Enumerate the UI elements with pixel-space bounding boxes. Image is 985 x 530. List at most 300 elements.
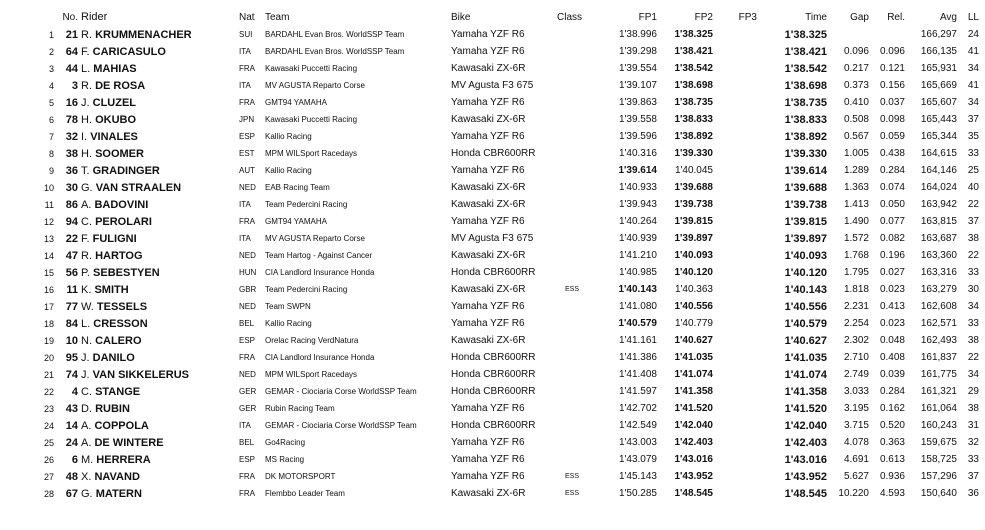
fp3-time bbox=[713, 162, 757, 179]
rider-name bbox=[78, 145, 239, 162]
table-row bbox=[28, 468, 985, 485]
table-row bbox=[28, 128, 985, 145]
rider-surname: DANILO bbox=[92, 351, 135, 364]
average-speed: 163,687 bbox=[920, 233, 957, 244]
bike-model: Yamaha YZF R6 bbox=[451, 131, 525, 142]
nationality: NED bbox=[239, 370, 256, 379]
table-row bbox=[28, 77, 985, 94]
rider-number: 94 bbox=[65, 215, 78, 228]
row-position: 5 bbox=[48, 97, 54, 108]
gap-to-leader: 1.795 bbox=[843, 267, 869, 278]
row-position: 6 bbox=[48, 114, 54, 125]
best-time: 1'43.016 bbox=[784, 453, 827, 466]
nationality: NED bbox=[239, 183, 256, 192]
class-label bbox=[557, 213, 601, 230]
average-speed: 162,571 bbox=[920, 318, 957, 329]
best-time: 1'40.120 bbox=[784, 266, 827, 279]
team-name: MV AGUSTA Reparto Corse bbox=[265, 234, 365, 243]
rider-number: 22 bbox=[65, 232, 78, 245]
rider-number: 86 bbox=[65, 198, 78, 211]
nationality: SUI bbox=[239, 30, 253, 39]
rider-name bbox=[78, 434, 239, 451]
average-speed: 163,942 bbox=[920, 199, 957, 210]
rider-initial: R. bbox=[81, 249, 92, 262]
nationality: GER bbox=[239, 387, 257, 396]
nationality: HUN bbox=[239, 268, 257, 277]
rider-name bbox=[78, 349, 239, 366]
rider-initial: C. bbox=[81, 385, 92, 398]
fp3-time bbox=[713, 434, 757, 451]
rider-surname: MAHIAS bbox=[93, 62, 137, 75]
rider-name bbox=[78, 315, 239, 332]
rider-number: 67 bbox=[65, 487, 78, 500]
gap-to-previous: 0.156 bbox=[879, 80, 905, 91]
fp3-time bbox=[713, 417, 757, 434]
nationality: FRA bbox=[239, 353, 255, 362]
best-time: 1'40.556 bbox=[784, 300, 827, 313]
team-name: EAB Racing Team bbox=[265, 183, 330, 192]
fp2-time: 1'38.833 bbox=[674, 114, 713, 125]
average-speed: 162,493 bbox=[920, 335, 957, 346]
best-time: 1'41.358 bbox=[784, 385, 827, 398]
gap-to-previous: 0.520 bbox=[879, 420, 905, 431]
team-name: Kawasaki Puccetti Racing bbox=[265, 115, 358, 124]
table-row bbox=[28, 298, 985, 315]
fp3-time bbox=[713, 111, 757, 128]
laps-count: 40 bbox=[967, 182, 979, 193]
header-class: Class bbox=[557, 11, 583, 23]
class-label: ESS bbox=[565, 473, 580, 480]
average-speed: 157,296 bbox=[920, 471, 957, 482]
average-speed: 163,279 bbox=[920, 284, 957, 295]
gap-to-previous: 0.050 bbox=[879, 199, 905, 210]
bike-model: Kawasaki ZX-6R bbox=[451, 63, 526, 74]
fp3-time bbox=[713, 94, 757, 111]
fp3-time bbox=[713, 247, 757, 264]
gap-to-leader: 1.768 bbox=[843, 250, 869, 261]
laps-count: 22 bbox=[967, 199, 979, 210]
row-position: 18 bbox=[43, 318, 54, 329]
header-nat: Nat bbox=[239, 11, 255, 23]
fp2-time: 1'39.738 bbox=[674, 199, 713, 210]
table-row bbox=[28, 179, 985, 196]
class-label bbox=[557, 128, 601, 145]
laps-count: 34 bbox=[967, 63, 979, 74]
laps-count: 33 bbox=[967, 454, 979, 465]
rider-name bbox=[78, 111, 239, 128]
table-row bbox=[28, 230, 985, 247]
gap-to-previous: 0.284 bbox=[879, 386, 905, 397]
gap-to-leader: 1.363 bbox=[843, 182, 869, 193]
laps-count: 35 bbox=[967, 131, 979, 142]
rider-surname: STANGE bbox=[95, 385, 141, 398]
class-label bbox=[557, 434, 601, 451]
rider-surname: MATERN bbox=[95, 487, 142, 500]
gap-to-previous: 0.082 bbox=[879, 233, 905, 244]
bike-model: Yamaha YZF R6 bbox=[451, 437, 525, 448]
row-position: 10 bbox=[43, 182, 54, 193]
gap-to-previous: 0.613 bbox=[879, 454, 905, 465]
rider-initial: R. bbox=[81, 79, 92, 92]
rider-surname: CALERO bbox=[95, 334, 142, 347]
nationality: EST bbox=[239, 149, 255, 158]
gap-to-leader: 4.078 bbox=[843, 437, 869, 448]
fp3-time bbox=[713, 315, 757, 332]
row-position: 21 bbox=[43, 369, 54, 380]
fp1-time: 1'39.596 bbox=[618, 131, 657, 142]
gap-to-leader: 2.710 bbox=[843, 352, 869, 363]
fp3-time bbox=[713, 230, 757, 247]
row-position: 2 bbox=[48, 46, 54, 57]
bike-model: Yamaha YZF R6 bbox=[451, 403, 525, 414]
fp3-time bbox=[713, 451, 757, 468]
class-label: ESS bbox=[565, 286, 580, 293]
bike-model: MV Agusta F3 675 bbox=[451, 80, 534, 91]
fp2-time: 1'40.045 bbox=[674, 165, 713, 176]
class-label bbox=[557, 196, 601, 213]
rider-initial: K. bbox=[81, 283, 92, 296]
team-name: MPM WILSport Racedays bbox=[265, 370, 358, 379]
table-row bbox=[28, 315, 985, 332]
row-position: 26 bbox=[43, 454, 54, 465]
gap-to-previous: 0.098 bbox=[879, 114, 905, 125]
rider-initial: D. bbox=[81, 402, 92, 415]
team-name: MPM WILSport Racedays bbox=[265, 149, 358, 158]
row-position: 7 bbox=[48, 131, 54, 142]
nationality: FRA bbox=[239, 489, 255, 498]
fp1-time: 1'41.210 bbox=[618, 250, 657, 261]
fp3-time bbox=[713, 43, 757, 60]
gap-to-leader: 2.749 bbox=[843, 369, 869, 380]
rider-number: 11 bbox=[66, 283, 78, 296]
team-name: GMT94 YAMAHA bbox=[265, 98, 327, 107]
best-time: 1'38.542 bbox=[784, 62, 827, 75]
fp3-time bbox=[713, 128, 757, 145]
rider-initial: X. bbox=[81, 470, 92, 483]
gap-to-previous: 0.121 bbox=[879, 63, 905, 74]
header-gap: Gap bbox=[850, 11, 869, 23]
rider-surname: HARTOG bbox=[95, 249, 143, 262]
rider-initial: F. bbox=[81, 45, 90, 58]
fp1-time: 1'39.554 bbox=[618, 63, 657, 74]
average-speed: 160,243 bbox=[920, 420, 957, 431]
best-time: 1'38.698 bbox=[784, 79, 827, 92]
row-position: 16 bbox=[43, 284, 54, 295]
bike-model: MV Agusta F3 675 bbox=[451, 233, 534, 244]
fp2-time: 1'40.363 bbox=[674, 284, 713, 295]
fp1-time: 1'40.985 bbox=[618, 267, 657, 278]
average-speed: 162,608 bbox=[920, 301, 957, 312]
rider-number: 36 bbox=[65, 164, 78, 177]
header-time: Time bbox=[805, 11, 827, 23]
nationality: FRA bbox=[239, 472, 255, 481]
rider-initial: A. bbox=[81, 419, 92, 432]
fp2-time: 1'38.892 bbox=[674, 131, 713, 142]
fp1-time: 1'39.298 bbox=[618, 46, 657, 57]
rider-surname: KRUMMENACHER bbox=[95, 28, 192, 41]
fp1-time: 1'39.863 bbox=[618, 97, 657, 108]
rider-surname: COPPOLA bbox=[94, 419, 149, 432]
fp2-time: 1'38.421 bbox=[674, 46, 713, 57]
fp2-time: 1'39.897 bbox=[674, 233, 713, 244]
laps-count: 37 bbox=[967, 114, 979, 125]
bike-model: Kawasaki ZX-6R bbox=[451, 114, 526, 125]
fp1-time: 1'45.143 bbox=[618, 471, 657, 482]
fp2-time: 1'48.545 bbox=[674, 488, 713, 499]
class-label bbox=[557, 26, 601, 43]
nationality: NED bbox=[239, 302, 256, 311]
rider-surname: FULIGNI bbox=[92, 232, 137, 245]
rider-name bbox=[78, 332, 239, 349]
average-speed: 161,321 bbox=[920, 386, 957, 397]
rider-surname: GRADINGER bbox=[92, 164, 160, 177]
rider-initial: J. bbox=[81, 368, 90, 381]
average-speed: 166,297 bbox=[920, 29, 957, 40]
rider-name bbox=[78, 298, 239, 315]
rider-initial: H. bbox=[81, 147, 92, 160]
rider-number: 30 bbox=[65, 181, 78, 194]
average-speed: 164,146 bbox=[920, 165, 957, 176]
row-position: 20 bbox=[43, 352, 54, 363]
team-name: Team SWPN bbox=[265, 302, 311, 311]
rider-name bbox=[78, 468, 239, 485]
bike-model: Yamaha YZF R6 bbox=[451, 471, 525, 482]
team-name: CIA Landlord Insurance Honda bbox=[265, 353, 375, 362]
team-name: DK MOTORSPORT bbox=[265, 472, 336, 481]
average-speed: 161,775 bbox=[920, 369, 957, 380]
class-label bbox=[557, 264, 601, 281]
gap-to-leader: 0.508 bbox=[843, 114, 869, 125]
rider-number: 43 bbox=[65, 402, 78, 415]
fp1-time: 1'43.003 bbox=[618, 437, 657, 448]
class-label bbox=[557, 60, 601, 77]
rider-number: 95 bbox=[65, 351, 78, 364]
gap-to-leader: 3.195 bbox=[843, 403, 869, 414]
rider-number: 38 bbox=[65, 147, 78, 160]
fp2-time: 1'40.779 bbox=[674, 318, 713, 329]
table-row bbox=[28, 213, 985, 230]
class-label bbox=[557, 77, 601, 94]
rider-surname: CARICASULO bbox=[92, 45, 166, 58]
row-position: 27 bbox=[43, 471, 54, 482]
laps-count: 37 bbox=[967, 216, 979, 227]
fp3-time bbox=[713, 77, 757, 94]
table-row bbox=[28, 349, 985, 366]
fp2-time: 1'40.093 bbox=[674, 250, 713, 261]
best-time: 1'39.330 bbox=[784, 147, 827, 160]
fp1-time: 1'41.161 bbox=[618, 335, 657, 346]
bike-model: Yamaha YZF R6 bbox=[451, 318, 525, 329]
best-time: 1'43.952 bbox=[784, 470, 827, 483]
fp1-time: 1'41.386 bbox=[618, 352, 657, 363]
nationality: ITA bbox=[239, 234, 251, 243]
best-time: 1'39.738 bbox=[784, 198, 827, 211]
fp2-time: 1'41.520 bbox=[674, 403, 713, 414]
rider-surname: CRESSON bbox=[93, 317, 148, 330]
rider-name bbox=[78, 383, 239, 400]
fp3-time bbox=[713, 468, 757, 485]
bike-model: Honda CBR600RR bbox=[451, 148, 536, 159]
rider-surname: DE WINTERE bbox=[94, 436, 164, 449]
gap-to-previous: 0.413 bbox=[879, 301, 905, 312]
average-speed: 164,024 bbox=[920, 182, 957, 193]
fp1-time: 1'39.107 bbox=[618, 80, 657, 91]
fp2-time: 1'38.542 bbox=[674, 63, 713, 74]
header-fp1: FP1 bbox=[638, 11, 657, 23]
rider-name bbox=[78, 26, 239, 43]
best-time: 1'39.815 bbox=[784, 215, 827, 228]
average-speed: 165,443 bbox=[920, 114, 957, 125]
class-label: ESS bbox=[565, 490, 580, 497]
rider-name bbox=[78, 60, 239, 77]
fp2-time: 1'38.735 bbox=[674, 97, 713, 108]
laps-count: 33 bbox=[967, 267, 979, 278]
rider-initial: C. bbox=[81, 215, 92, 228]
fp1-time: 1'40.316 bbox=[618, 148, 657, 159]
fp2-time: 1'41.074 bbox=[674, 369, 713, 380]
rider-surname: TESSELS bbox=[96, 300, 148, 313]
bike-model: Yamaha YZF R6 bbox=[451, 46, 525, 57]
rider-name bbox=[78, 400, 239, 417]
table-row bbox=[28, 247, 985, 264]
rider-name bbox=[78, 417, 239, 434]
team-name: Go4Racing bbox=[265, 438, 306, 447]
gap-to-leader: 0.373 bbox=[843, 80, 869, 91]
bike-model: Yamaha YZF R6 bbox=[451, 97, 525, 108]
gap-to-previous: 0.438 bbox=[879, 148, 905, 159]
average-speed: 166,135 bbox=[920, 46, 957, 57]
team-name: Kallio Racing bbox=[265, 166, 312, 175]
nationality: FRA bbox=[239, 217, 255, 226]
laps-count: 30 bbox=[967, 284, 979, 295]
fp3-time bbox=[713, 298, 757, 315]
rider-name bbox=[78, 196, 239, 213]
fp3-time bbox=[713, 196, 757, 213]
gap-to-leader: 10.220 bbox=[838, 488, 869, 499]
average-speed: 165,344 bbox=[920, 131, 957, 142]
table-row bbox=[28, 264, 985, 281]
fp1-time: 1'40.939 bbox=[618, 233, 657, 244]
fp3-time bbox=[713, 264, 757, 281]
fp3-time bbox=[713, 400, 757, 417]
rider-surname: SOOMER bbox=[95, 147, 144, 160]
team-name: GEMAR - Ciociaria Corse WorldSSP Team bbox=[265, 387, 417, 396]
table-row bbox=[28, 162, 985, 179]
gap-to-leader: 0.567 bbox=[843, 131, 869, 142]
laps-count: 36 bbox=[967, 488, 979, 499]
best-time: 1'40.579 bbox=[784, 317, 827, 330]
rider-name bbox=[78, 247, 239, 264]
best-time: 1'38.325 bbox=[784, 28, 827, 41]
table-row bbox=[28, 111, 985, 128]
class-label bbox=[557, 400, 601, 417]
rider-name bbox=[78, 213, 239, 230]
rider-surname: RUBIN bbox=[95, 402, 130, 415]
rider-surname: SEBESTYEN bbox=[93, 266, 160, 279]
team-name: MS Racing bbox=[265, 455, 305, 464]
team-name: Rubin Racing Team bbox=[265, 404, 335, 413]
gap-to-previous: 0.162 bbox=[879, 403, 905, 414]
gap-to-leader: 1.818 bbox=[843, 284, 869, 295]
rider-name bbox=[78, 281, 239, 298]
table-row bbox=[28, 281, 985, 298]
class-label bbox=[557, 179, 601, 196]
rider-number: 84 bbox=[65, 317, 78, 330]
gap-to-leader: 2.302 bbox=[843, 335, 869, 346]
fp1-time: 1'40.933 bbox=[618, 182, 657, 193]
average-speed: 165,931 bbox=[920, 63, 957, 74]
gap-to-leader: 1.289 bbox=[843, 165, 869, 176]
gap-to-leader: 1.005 bbox=[843, 148, 869, 159]
team-name: GEMAR - Ciociaria Corse WorldSSP Team bbox=[265, 421, 417, 430]
nationality: ITA bbox=[239, 200, 251, 209]
fp3-time bbox=[713, 179, 757, 196]
rider-surname: VAN STRAALEN bbox=[95, 181, 182, 194]
rider-surname: HERRERA bbox=[96, 453, 151, 466]
rider-number: 24 bbox=[65, 436, 78, 449]
row-position: 17 bbox=[43, 301, 54, 312]
results-table bbox=[28, 8, 985, 502]
rider-number: 64 bbox=[65, 45, 78, 58]
fp1-time: 1'40.264 bbox=[618, 216, 657, 227]
gap-to-leader: 0.217 bbox=[843, 63, 869, 74]
header-fp2: FP2 bbox=[694, 11, 713, 23]
nationality: NED bbox=[239, 251, 256, 260]
rider-initial: I. bbox=[81, 130, 88, 143]
rider-surname: PEROLARI bbox=[95, 215, 152, 228]
rider-name bbox=[78, 162, 239, 179]
fp3-time bbox=[713, 383, 757, 400]
nationality: ESP bbox=[239, 336, 256, 345]
rider-name bbox=[78, 366, 239, 383]
nationality: BEL bbox=[239, 438, 255, 447]
bike-model: Honda CBR600RR bbox=[451, 267, 536, 278]
team-name: Kallio Racing bbox=[265, 132, 312, 141]
nationality: ITA bbox=[239, 421, 251, 430]
rider-number: 3 bbox=[71, 79, 78, 92]
nationality: GER bbox=[239, 404, 257, 413]
gap-to-previous: 0.023 bbox=[879, 284, 905, 295]
header-rider: Rider bbox=[81, 11, 108, 23]
average-speed: 161,837 bbox=[920, 352, 957, 363]
rider-surname: DE ROSA bbox=[95, 79, 146, 92]
rider-initial: J. bbox=[81, 351, 90, 364]
row-position: 25 bbox=[43, 437, 54, 448]
fp2-time: 1'38.698 bbox=[674, 80, 713, 91]
laps-count: 41 bbox=[967, 46, 979, 57]
fp2-time: 1'39.330 bbox=[674, 148, 713, 159]
nationality: BEL bbox=[239, 319, 255, 328]
table-row bbox=[28, 145, 985, 162]
bike-model: Kawasaki ZX-6R bbox=[451, 182, 526, 193]
best-time: 1'42.403 bbox=[784, 436, 827, 449]
best-time: 1'40.627 bbox=[784, 334, 827, 347]
class-label bbox=[557, 349, 601, 366]
average-speed: 163,815 bbox=[920, 216, 957, 227]
rider-number: 21 bbox=[65, 28, 78, 41]
fp2-time: 1'43.952 bbox=[674, 471, 713, 482]
nationality: ITA bbox=[239, 47, 251, 56]
fp2-time: 1'42.403 bbox=[674, 437, 713, 448]
gap-to-previous: 0.074 bbox=[879, 182, 905, 193]
average-speed: 163,316 bbox=[920, 267, 957, 278]
nationality: JPN bbox=[239, 115, 255, 124]
gap-to-leader: 3.715 bbox=[843, 420, 869, 431]
team-name: BARDAHL Evan Bros. WorldSSP Team bbox=[265, 47, 405, 56]
table-row bbox=[28, 485, 985, 502]
rider-name bbox=[78, 451, 239, 468]
rider-number: 32 bbox=[65, 130, 78, 143]
